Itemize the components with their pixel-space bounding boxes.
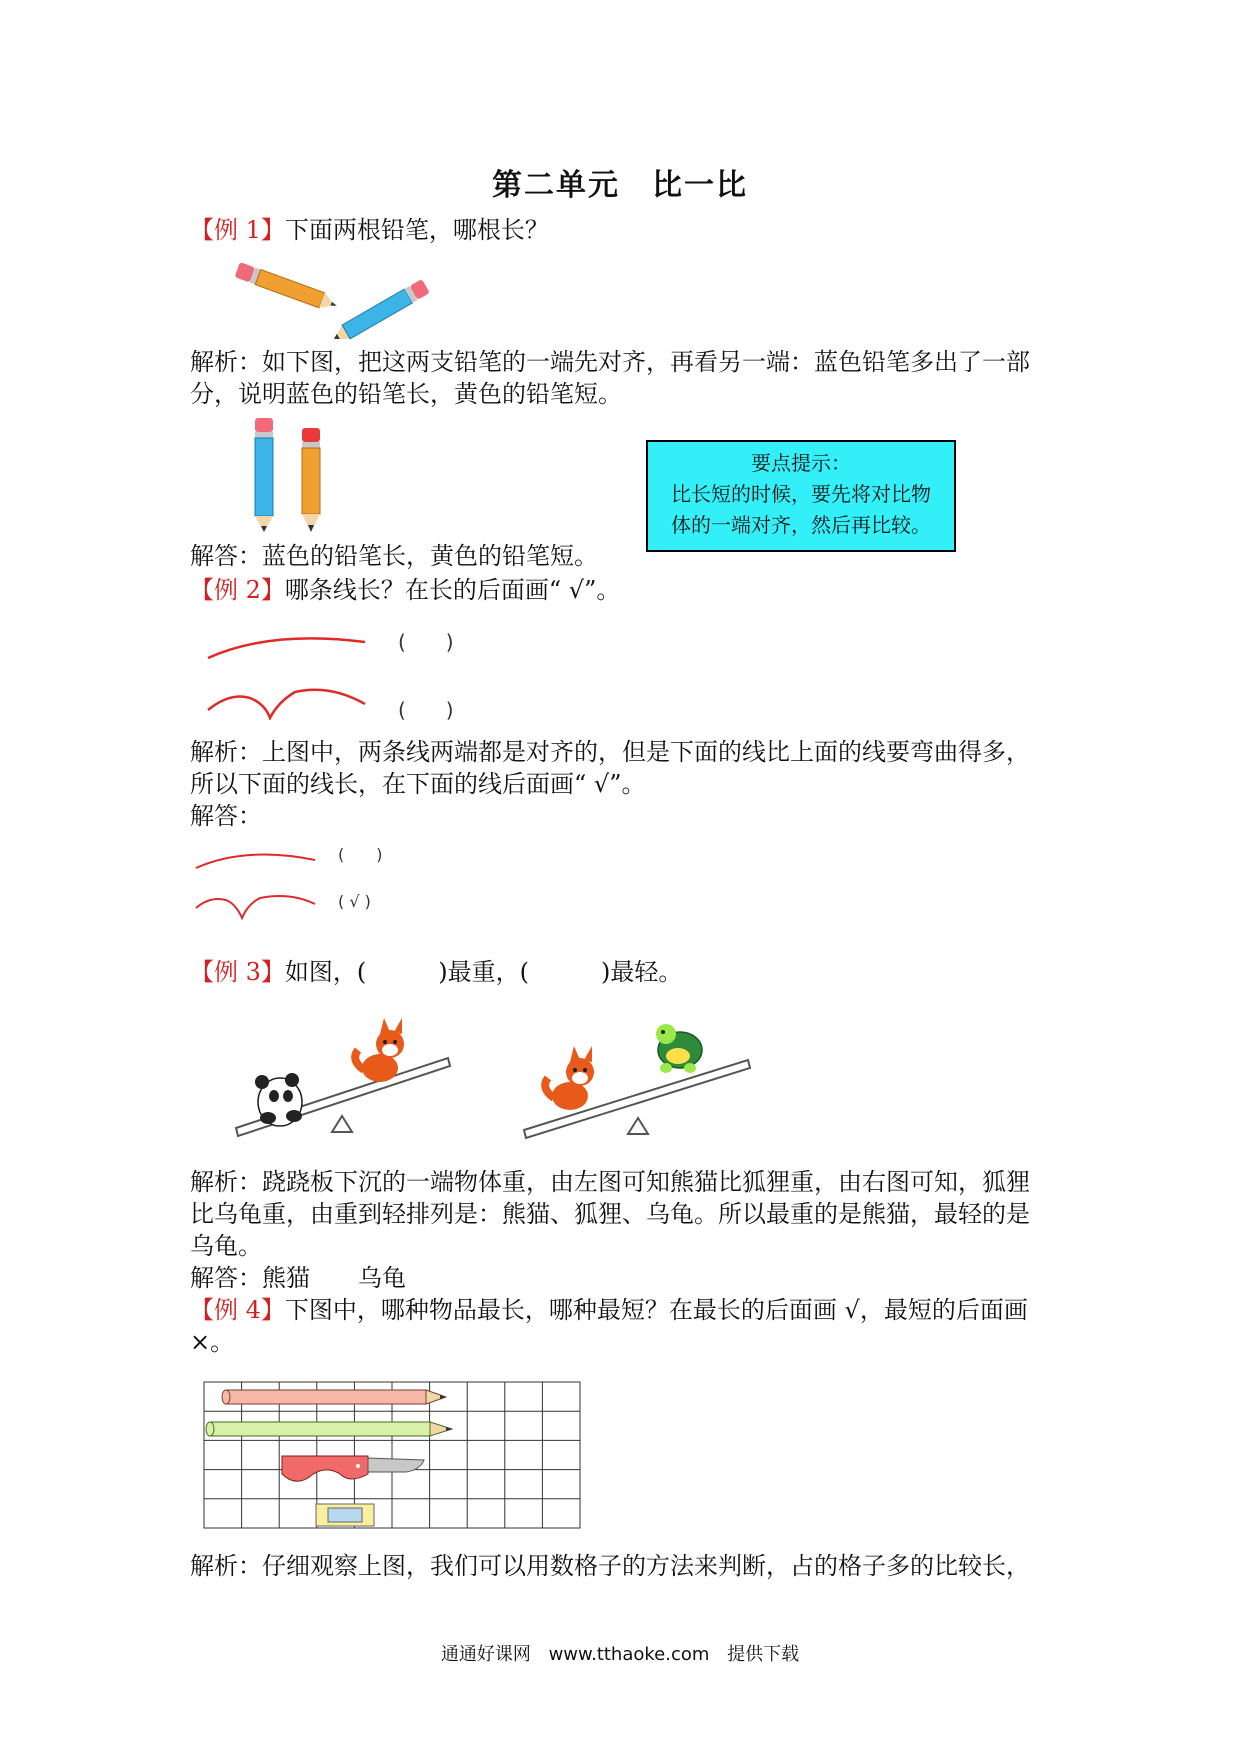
ex4-question-line-1 [190, 1294, 1028, 1326]
ex2-answer-paren-top: ( ) [338, 845, 383, 864]
fox-icon-right [545, 1046, 594, 1110]
ex4-tag: 【例 4】 [190, 1296, 285, 1324]
blue-pencil-vertical-icon [255, 418, 273, 532]
hint-line-2: 体的一端对齐，然后再比较。 [671, 513, 931, 537]
ex3-tag: 【例 3】 [190, 958, 285, 986]
ex3-answer: 解答：熊猫 乌龟 [190, 1264, 406, 1292]
orange-pencil-icon [235, 262, 340, 313]
answer-straight-line-curve [196, 855, 315, 868]
green-pencil-icon [206, 1422, 452, 1436]
wavy-line-curve [208, 690, 365, 718]
hint-line-1: 比长短的时候，要先将对比物 [671, 482, 931, 506]
ex3-analysis-2: 比乌龟重，由重到轻排列是：熊猫、狐狸、乌龟。所以最重的是熊猫，最轻的是 [190, 1200, 1030, 1228]
ex3-analysis-3: 乌龟。 [190, 1232, 262, 1260]
ex3-analysis-1: 解析：跷跷板下沉的一端物体重，由左图可知熊猫比狐狸重，由右图可知，狐狸 [190, 1168, 1030, 1196]
footer-suffix: 提供下载 [727, 1644, 800, 1665]
ex4-question-2: ×。 [190, 1328, 235, 1356]
ex2-analysis-1: 解析：上图中，两条线两端都是对齐的，但是下面的线比上面的线要弯曲得多， [190, 738, 1030, 766]
page-title: 第二单元 比一比 [492, 168, 748, 203]
ex2-answer-lines-illustration [190, 840, 330, 920]
ex2-answer-paren-check: ( √ ) [338, 892, 371, 911]
ex2-question-line [190, 574, 620, 606]
ex2-answer-label: 解答： [190, 802, 262, 830]
footer-site: 通通好课网 [440, 1644, 531, 1665]
eraser-icon [316, 1504, 374, 1526]
blue-pencil-icon [330, 279, 430, 340]
ex1-analysis-1: 解析：如下图，把这两支铅笔的一端先对齐，再看另一端：蓝色铅笔多出了一部 [190, 348, 1030, 376]
ex2-analysis-2: 所以下面的线长，在下面的线后面画“ √”。 [190, 770, 646, 798]
ex2-paren-bottom: ( ) [398, 698, 454, 722]
knife-icon [282, 1456, 424, 1481]
right-seesaw [524, 1024, 750, 1138]
pink-pencil-icon [222, 1390, 446, 1404]
straight-line-curve [208, 638, 365, 658]
seesaw-illustration [230, 1000, 770, 1140]
footer-url[interactable]: www.tthaoke.com [548, 1644, 710, 1665]
two-pencils-illustration [230, 250, 440, 340]
ex1-tag: 【例 1】 [190, 216, 285, 244]
panda-icon [255, 1073, 302, 1126]
hint-heading: 要点提示： [751, 451, 851, 475]
turtle-icon [656, 1024, 702, 1073]
page-footer [0, 1640, 1240, 1666]
key-point-hint-box [646, 440, 956, 552]
ex2-lines-illustration [200, 620, 380, 720]
ex2-paren-top: ( ) [398, 630, 454, 654]
grid-objects-illustration [200, 1378, 586, 1534]
ex4-question-1: 下图中，哪种物品最长，哪种最短？在最长的后面画 √，最短的后面画 [284, 1296, 1028, 1324]
ex4-analysis-1: 解析：仔细观察上图，我们可以用数格子的方法来判断，占的格子多的比较长， [190, 1552, 1030, 1580]
aligned-pencils-illustration [250, 418, 330, 536]
ex2-question: 哪条线长？在长的后面画“ √”。 [284, 576, 621, 604]
ex1-answer: 解答：蓝色的铅笔长，黄色的铅笔短。 [190, 542, 598, 570]
left-seesaw [236, 1018, 450, 1136]
ex1-question-line [190, 214, 549, 246]
ex3-question-line [190, 956, 682, 988]
orange-pencil-vertical-icon [302, 428, 320, 532]
answer-wavy-line-curve [196, 896, 315, 918]
ex2-tag: 【例 2】 [190, 576, 285, 604]
ex1-question: 下面两根铅笔，哪根长？ [284, 216, 549, 244]
fox-icon [355, 1018, 404, 1082]
ex3-question: 如图，( )最重，( )最轻。 [284, 958, 683, 986]
ex1-analysis-2: 分，说明蓝色的铅笔长，黄色的铅笔短。 [190, 380, 622, 408]
